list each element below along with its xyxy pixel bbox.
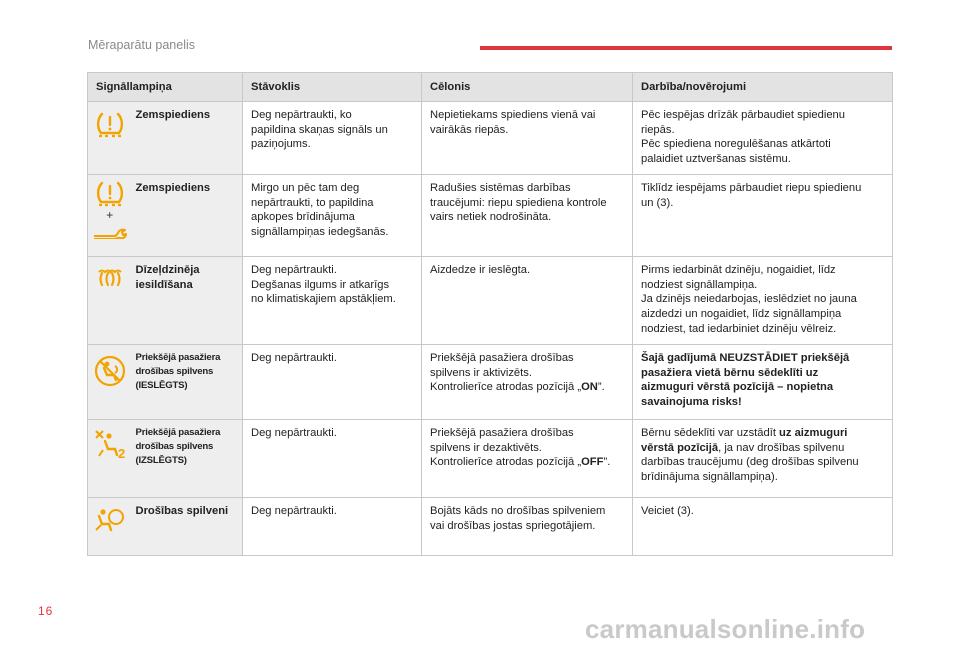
state-cell: Mirgo un pēc tam deg nepārtraukti, to papildina apkopes brīdinājuma signāllampiņas iedegšanās. bbox=[243, 175, 422, 257]
col-header-lamp: Signāllampiņa bbox=[88, 73, 243, 102]
action-cell: Tiklīdz iespējams pārbaudiet riepu spiedienu un (3). bbox=[633, 175, 893, 257]
lamp-name: Dīzeļdzinēja iesildīšana bbox=[132, 257, 243, 345]
airbag-off-icon bbox=[93, 428, 127, 460]
table-row bbox=[88, 175, 893, 257]
glow-plug-icon bbox=[97, 269, 123, 287]
lamp-name: Priekšējā pasažiera drošības spilvens (IESLĒGTS) bbox=[132, 345, 243, 420]
cause-cell: Nepietiekams spiediens vienā vai vairākās riepās. bbox=[422, 102, 633, 175]
cause-cell: Bojāts kāds no drošības spilveniem vai drošības jostas spriegotājiem. bbox=[422, 498, 633, 556]
table-row bbox=[88, 420, 893, 498]
lamp-icon-cell bbox=[88, 102, 132, 175]
action-cell: Pirms iedarbināt dzinēju, nogaidiet, līdz nodziest signāllampiņa. Ja dzinējs neiedarbojas, ieslēdziet no jauna aizdedzi un nogaidiet, līdz signāllampiņa nodziest, tad iedarbiniet dzinēju vēlreiz. bbox=[633, 257, 893, 345]
cause-cell: Radušies sistēmas darbības traucējumi: riepu spiediena kontrole vairs netiek nodrošināta. bbox=[422, 175, 633, 257]
lamp-name: Zemspiediens bbox=[132, 102, 243, 175]
action-cell: Šajā gadījumā NEUZSTĀDIET priekšējā pasažiera vietā bērnu sēdeklīti uz aizmuguri vērstā pozīcijā – nopietna savainojuma risks! bbox=[633, 345, 893, 420]
lamp-icon-cell bbox=[88, 257, 132, 345]
airbag-fault-icon bbox=[94, 506, 126, 532]
lamp-name: Zemspiediens bbox=[132, 175, 243, 257]
tire-pressure-warning-icon bbox=[95, 181, 125, 207]
airbag-on-icon bbox=[94, 355, 126, 387]
cause-cell: Priekšējā pasažiera drošības spilvens ir aktivizēts. Kontrolierīce atrodas pozīcijā „ON”. bbox=[422, 345, 633, 420]
table-row bbox=[88, 102, 893, 175]
lamp-icon-cell bbox=[88, 175, 132, 257]
col-header-state: Stāvoklis bbox=[243, 73, 422, 102]
state-cell: Deg nepārtraukti. Degšanas ilgums ir atkarīgs no klimatiskajiem apstākļiem. bbox=[243, 257, 422, 345]
lamp-name: Priekšējā pasažiera drošības spilvens (IZSLĒGTS) bbox=[132, 420, 243, 498]
state-cell: Deg nepārtraukti. bbox=[243, 420, 422, 498]
section-title: Mēraparātu panelis bbox=[88, 38, 196, 52]
table-header-row bbox=[88, 73, 893, 102]
table-row bbox=[88, 345, 893, 420]
table-row bbox=[88, 257, 893, 345]
action-cell: Pēc iespējas drīzāk pārbaudiet spiedienu riepās. Pēc spiediena noregulēšanas atkārtoti palaidiet uztveršanas sistēmu. bbox=[633, 102, 893, 175]
tire-pressure-warning-icon bbox=[95, 112, 125, 138]
state-cell: Deg nepārtraukti. bbox=[243, 345, 422, 420]
lamp-icon-cell bbox=[88, 420, 132, 498]
col-header-cause: Cēlonis bbox=[422, 73, 633, 102]
wrench-icon bbox=[92, 223, 128, 239]
accent-bar bbox=[480, 46, 892, 50]
page-number: 16 bbox=[38, 604, 54, 618]
warning-lamps-table bbox=[87, 72, 893, 556]
state-cell: Deg nepārtraukti, ko papildina skaņas signāls un paziņojums. bbox=[243, 102, 422, 175]
action-cell: Bērnu sēdeklīti var uzstādīt uz aizmuguri vērstā pozīcijā, ja nav drošības spilvenu darbības traucējumu (deg drošības spilvenu brīdinājuma signāllampiņa). bbox=[633, 420, 893, 498]
lamp-icon-cell bbox=[88, 498, 132, 556]
col-header-action: Darbība/novērojumi bbox=[633, 73, 893, 102]
lamp-name: Drošības spilveni bbox=[132, 498, 243, 556]
action-cell: Veiciet (3). bbox=[633, 498, 893, 556]
cause-cell: Priekšējā pasažiera drošības spilvens ir dezaktivēts. Kontrolierīce atrodas pozīcijā „OFF”. bbox=[422, 420, 633, 498]
lamp-icon-cell bbox=[88, 345, 132, 420]
cause-cell: Aizdedze ir ieslēgta. bbox=[422, 257, 633, 345]
plus-sign: + bbox=[106, 208, 114, 223]
watermark: carmanualsonline.info bbox=[585, 614, 866, 644]
table-row bbox=[88, 498, 893, 556]
state-cell: Deg nepārtraukti. bbox=[243, 498, 422, 556]
svg-text:2: 2 bbox=[117, 446, 125, 461]
